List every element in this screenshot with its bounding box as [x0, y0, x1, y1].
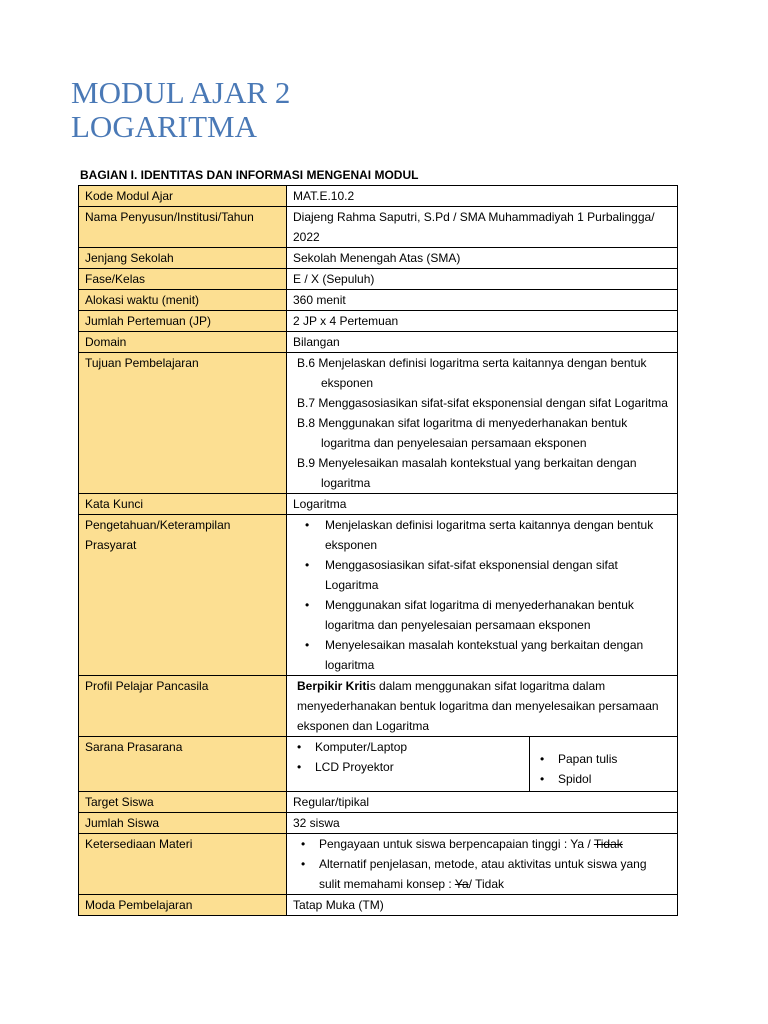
ketersediaan-text-2: Alternatif penjelasan, metode, atau aktivitas untuk siswa yang sulit memahami konsep : — [319, 857, 647, 891]
module-identity-table — [78, 185, 678, 916]
value-profil — [287, 676, 678, 737]
struck-option-tidak: Tidak — [593, 837, 623, 851]
value-kode: MAT.E.10.2 — [287, 186, 678, 207]
learning-objective-item: B.9 Menyelesaikan masalah kontekstual yang berkaitan dengan logaritma — [297, 456, 637, 490]
value-domain: Bilangan — [287, 332, 678, 353]
learning-objectives-list — [293, 353, 671, 493]
label-tujuan: Tujuan Pembelajaran — [79, 353, 287, 494]
row-pertemuan — [79, 311, 678, 332]
prerequisite-item: • Menggunakan sifat logaritma di menyederhanakan bentuk logaritma dan penyelesaian persamaan eksponen — [293, 595, 671, 635]
prerequisite-list — [293, 515, 671, 675]
learning-objective-item: B.6 Menjelaskan definisi logaritma serta kaitannya dengan bentuk eksponen — [297, 356, 647, 390]
value-prasyarat — [287, 515, 678, 676]
label-penyusun: Nama Penyusun/Institusi/Tahun — [79, 207, 287, 248]
row-domain — [79, 332, 678, 353]
label-jumlah: Jumlah Siswa — [79, 813, 287, 834]
label-domain: Domain — [79, 332, 287, 353]
ketersediaan-item — [297, 834, 671, 854]
profil-text: s dalam menggunakan sifat logaritma dalam menyederhanakan bentuk logaritma dan menyelesaikan persamaan eksponen dan Logaritma — [297, 679, 659, 733]
value-ketersediaan — [287, 834, 678, 895]
value-pertemuan: 2 JP x 4 Pertemuan — [287, 311, 678, 332]
prerequisite-item: • Menjelaskan definisi logaritma serta kaitannya dengan bentuk eksponen — [293, 515, 671, 555]
value-sarana — [287, 737, 678, 792]
label-pertemuan: Jumlah Pertemuan (JP) — [79, 311, 287, 332]
label-alokasi: Alokasi waktu (menit) — [79, 290, 287, 311]
value-target: Regular/tipikal — [287, 792, 678, 813]
label-sarana: Sarana Prasarana — [79, 737, 287, 792]
value-kata-kunci: Logaritma — [287, 494, 678, 515]
value-tujuan — [287, 353, 678, 494]
label-kata-kunci: Kata Kunci — [79, 494, 287, 515]
row-prasyarat — [79, 515, 678, 676]
value-moda: Tatap Muka (TM) — [287, 895, 678, 916]
value-penyusun: Diajeng Rahma Saputri, S.Pd / SMA Muhammadiyah 1 Purbalingga/ 2022 — [287, 207, 678, 248]
ketersediaan-list — [293, 834, 671, 894]
learning-objective-item: B.8 Menggunakan sifat logaritma di menyederhanakan bentuk logaritma dan penyelesaian persamaan eksponen — [297, 416, 628, 450]
label-ketersediaan: Ketersediaan Materi — [79, 834, 287, 895]
label-fase: Fase/Kelas — [79, 269, 287, 290]
section-heading: BAGIAN I. IDENTITAS DAN INFORMASI MENGENAI MODUL — [80, 168, 419, 182]
prerequisite-item: • Menggasosiasikan sifat-sifat eksponensial dengan sifat Logaritma — [293, 555, 671, 595]
label-moda: Moda Pembelajaran — [79, 895, 287, 916]
ketersediaan-text-1: Pengayaan untuk siswa berpencapaian tinggi : Ya / — [319, 837, 594, 851]
sarana-columns — [287, 737, 677, 791]
sarana-column-1 — [287, 737, 530, 791]
row-penyusun — [79, 207, 678, 248]
title-line-2: LOGARITMA — [71, 109, 257, 144]
row-alokasi — [79, 290, 678, 311]
label-profil: Profil Pelajar Pancasila — [79, 676, 287, 737]
sarana-item: • Komputer/Laptop — [293, 737, 523, 757]
document-title — [71, 76, 290, 144]
profil-bold-text: Berpikir Kriti — [297, 679, 370, 693]
row-jumlah — [79, 813, 678, 834]
value-jumlah: 32 siswa — [287, 813, 678, 834]
struck-option-ya: Ya — [454, 877, 469, 891]
row-profil — [79, 676, 678, 737]
label-jenjang: Jenjang Sekolah — [79, 248, 287, 269]
row-sarana — [79, 737, 678, 792]
value-jenjang: Sekolah Menengah Atas (SMA) — [287, 248, 678, 269]
row-tujuan — [79, 353, 678, 494]
sarana-column-2 — [530, 737, 677, 791]
row-jenjang — [79, 248, 678, 269]
row-fase — [79, 269, 678, 290]
title-line-1: MODUL AJAR 2 — [71, 75, 291, 110]
sarana-item: • Papan tulis — [536, 749, 671, 769]
value-fase: E / X (Sepuluh) — [287, 269, 678, 290]
ketersediaan-tail-2: / Tidak — [468, 877, 504, 891]
row-ketersediaan — [79, 834, 678, 895]
sarana-list-2 — [536, 749, 671, 789]
value-alokasi: 360 menit — [287, 290, 678, 311]
prerequisite-item: • Menyelesaikan masalah kontekstual yang berkaitan dengan logaritma — [293, 635, 671, 675]
label-kode: Kode Modul Ajar — [79, 186, 287, 207]
label-prasyarat: Pengetahuan/Keterampilan Prasyarat — [79, 515, 287, 676]
row-target — [79, 792, 678, 813]
ketersediaan-item — [297, 854, 671, 894]
sarana-item: • Spidol — [536, 769, 671, 789]
row-kode — [79, 186, 678, 207]
row-moda — [79, 895, 678, 916]
row-kata-kunci — [79, 494, 678, 515]
learning-objective-item: B.7 Menggasosiasikan sifat-sifat eksponensial dengan sifat Logaritma — [297, 396, 668, 410]
label-target: Target Siswa — [79, 792, 287, 813]
sarana-item: • LCD Proyektor — [293, 757, 523, 777]
sarana-list-1 — [293, 737, 523, 777]
